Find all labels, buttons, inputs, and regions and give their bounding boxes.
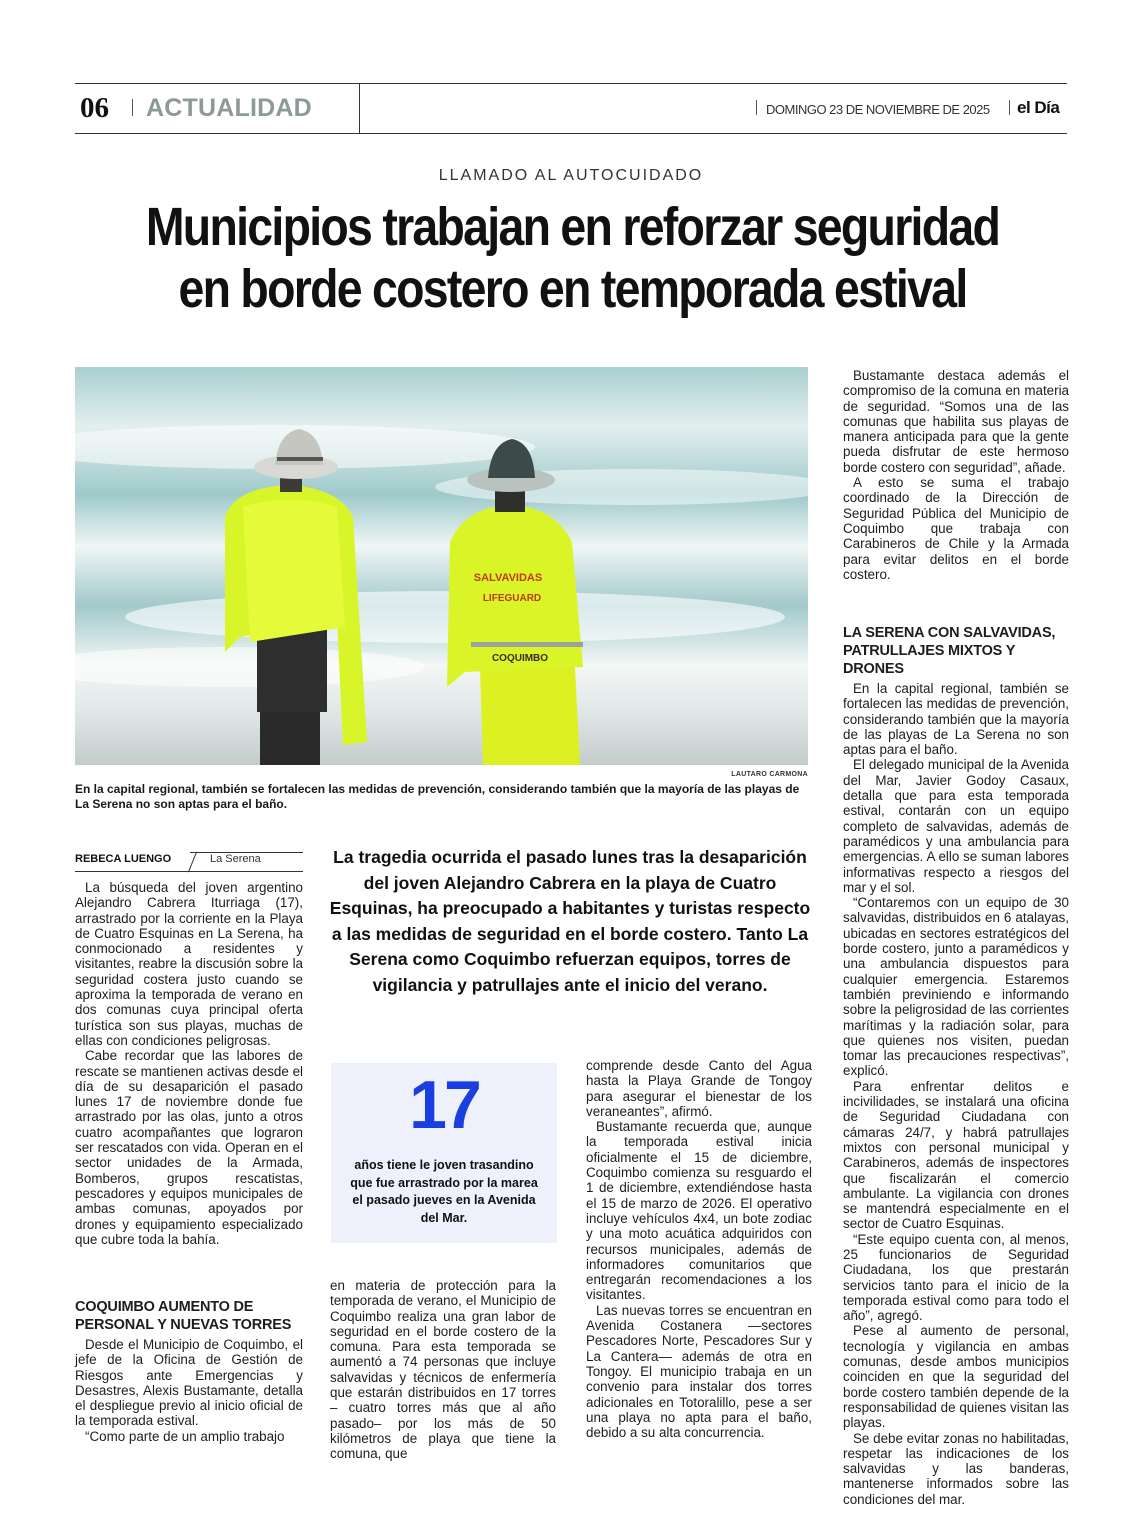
column-2 <box>330 1278 556 1462</box>
paragraph: A esto se suma el trabajo coordinado de la Dirección de Seguridad Pública del Municipio de Coquimbo que trabaja con Carabineros de Chile y la Armada para evitar delitos en el borde costero. <box>843 475 1069 582</box>
paragraph: Bustamante recuerda que, aunque la temporada estival inicia oficialmente el 15 de diciembre, Coquimbo comienza su resguardo el 1 de diciembre, extendiéndose hasta el 15 de marzo de 2026. El operativo incluye vehículos 4x4, un bote zodiac y una moto acuática adquiridos con recursos municipales, además de informadores comunitarios que entregarán recomendaciones a los visitantes. <box>586 1119 812 1303</box>
author-name: REBECA LUENGO <box>75 853 172 865</box>
column-1-bottom <box>75 1298 303 1444</box>
column-4-bottom <box>843 624 1069 1507</box>
byline-slash <box>188 852 197 873</box>
paragraph: Las nuevas torres se encuentran en Avenida Costanera —sectores Pescadores Norte, Pescadores Sur y La Cantera— además de otra en Tongoy. El municipio trabaja en un convenio para instalar dos torres adicionales en Totoralillo, pese a ser una playa no apta para el baño, debido a su alta concurrencia. <box>586 1302 812 1441</box>
subhead-coquimbo: COQUIMBO AUMENTO DE PERSONAL Y NUEVAS TORRES <box>75 1299 292 1333</box>
paragraph: “Como parte de un amplio trabajo <box>85 1428 285 1444</box>
headline-line-1: Municipios trabajan en reforzar seguridad <box>145 197 1000 257</box>
fact-description: años tiene le joven trasandino que fue arrastrado por la marea el pasado jueves en la Avenida del Mar. <box>350 1158 538 1225</box>
newspaper-logo: el Día <box>1017 98 1060 117</box>
paragraph: comprende desde Canto del Agua hasta la Playa Grande de Tongoy para asegurar el bienestar de los veraneantes”, afirmó. <box>586 1058 812 1119</box>
photo-credit: LAUTARO CARMONA <box>731 771 808 778</box>
headline-line-2: en borde costero en temporada estival <box>178 259 967 319</box>
paragraph: “Este equipo cuenta con, al menos, 25 funcionarios de Seguridad Ciudadana, los que prestarán servicios tanto para el inicio de la temporada estival como para todo el año”, agregó. <box>843 1231 1069 1324</box>
byline <box>75 853 303 872</box>
page-number: 06 <box>80 92 109 124</box>
byline-location: La Serena <box>210 853 261 865</box>
fact-box <box>331 1063 557 1243</box>
column-3 <box>586 1058 812 1440</box>
paragraph: Desde el Municipio de Coquimbo, el jefe de la Oficina de Gestión de Riesgos ante Emergencias y Desastres, Alexis Bustamante, detalla el despliegue previo al inicio oficial de la temporada estival. <box>75 1337 303 1429</box>
paragraph: En la capital regional, también se fortalecen las medidas de prevención, considerando también que la mayoría de las playas de La Serena no son aptas para el baño. <box>843 681 1069 758</box>
brand-separator <box>1009 100 1010 115</box>
header-divider <box>359 84 360 133</box>
subhead-la-serena: LA SERENA CON SALVAVIDAS, PATRULLAJES MIXTOS Y DRONES <box>843 625 1056 677</box>
article-headline <box>145 196 1001 320</box>
issue-date: DOMINGO 23 DE NOVIEMBRE DE 2025 <box>766 102 990 117</box>
fact-number: 17 <box>409 1067 479 1143</box>
header-bottom-rule <box>75 133 1067 134</box>
paragraph: La búsqueda del joven argentino Alejandro Cabrera Iturriaga (17), arrastrado por la corriente en la Playa de Cuatro Esquinas en La Serena, ha conmocionado a residentes y visitantes, reabre la discusión sobre la seguridad costera justo cuando se aproxima la temporada de verano en dos comunas cuya principal oferta turística son sus playas, muchas de ellas con condiciones peligrosas. <box>75 880 303 1048</box>
photo-caption: En la capital regional, también se fortalecen las medidas de prevención, considerando también que la mayoría de las playas de La Serena no son aptas para el baño. <box>75 782 800 811</box>
section-name: ACTUALIDAD <box>146 94 312 122</box>
paragraph: en materia de protección para la temporada de verano, el Municipio de Coquimbo realiza una gran labor de seguridad en el borde costero de la comuna. Para esta temporada se aumentó a 74 personas que incluye salvavidas y técnicos de enfermería que estarán distribuidos en 17 torres – cuatro torres más que al año pasado– por los más de 50 kilómetros de playa que tiene la comuna, que <box>330 1278 556 1462</box>
column-1-top <box>75 880 303 1247</box>
paragraph: El delegado municipal de la Avenida del Mar, Javier Godoy Casaux, detalla que para esta temporada estival, contarán con un equipo completo de salvavidas, además de paramédicos y una ambulancia para emergencias. A ello se suman labores informativas respecto a riesgos del mar y el sol. <box>843 757 1069 895</box>
header-top-rule <box>75 83 1067 84</box>
paragraph: Pese al aumento de personal, tecnología y vigilancia en ambas comunas, desde ambos municipios coinciden en que la seguridad del borde costero también depende de la responsabilidad de quienes visitan las playas. <box>843 1323 1069 1431</box>
jacket-text-coquimbo: COQUIMBO <box>491 653 549 664</box>
article-lead: La tragedia ocurrida el pasado lunes tras la desaparición del joven Alejandro Cabrera en la playa de Cuatro Esquinas, ha preocupado a habitantes y turistas respecto a las medidas de seguridad en el borde costero. Tanto La Serena como Coquimbo refuerzan equipos, torres de vigilancia y patrullajes ante el inicio del verano. <box>329 847 811 995</box>
jacket-text-salvavidas: SALVAVIDAS <box>473 572 543 584</box>
paragraph: Se debe evitar zonas no habilitadas, respetar las indicaciones de los salvavidas y las banderas, mantenerse informados sobre las condiciones del mar. <box>843 1430 1069 1507</box>
paragraph: Para enfrentar delitos e incivilidades, se instalará una oficina de Seguridad Ciudadana con cámaras 24/7, y habrá patrullajes mixtos con personal municipal y Carabineros, además de inspectores que fiscalizarán el comercio ambulante. La vigilancia con drones se mantendrá especialmente en el sector de Cuatro Esquinas. <box>843 1078 1069 1232</box>
section-separator <box>132 99 133 116</box>
article-kicker: LLAMADO AL AUTOCUIDADO <box>438 167 704 184</box>
date-separator <box>756 100 757 115</box>
column-4-top <box>843 368 1069 582</box>
paragraph: Bustamante destaca además el compromiso de la comuna en materia de seguridad. “Somos una de las comunas que habilita sus playas de manera anticipada para que la gente pueda disfrutar de este hermoso borde costero con seguridad”, añade. <box>843 368 1069 475</box>
paragraph: Cabe recordar que las labores de rescate se mantienen activas desde el día de su desaparición el pasado lunes 17 de noviembre donde fue arrastrado por las olas, junto a otros cuatro acompañantes que lograron ser rescatados con vida. Operan en el sector unidades de la Armada, Bomberos, grupos rescatistas, pescadores y equipos municipales de ambas comunas, apoyados por drones y equipamiento especializado que cubre toda la bahía. <box>75 1048 303 1247</box>
article-photo <box>75 367 808 765</box>
lifeguards-illustration <box>75 367 808 765</box>
jacket-text-lifeguard: LIFEGUARD <box>482 593 542 604</box>
paragraph: “Contaremos con un equipo de 30 salvavidas, distribuidos en 6 atalayas, ubicadas en sectores estratégicos del borde costero, junto a paramédicos y una ambulancia dispuestos para cualquier emergencia. Estaremos también previniendo e informando sobre la peligrosidad de las corrientes marítimas y la radiación solar, para que quienes nos visiten, puedan tomar las precauciones respectivas”, explicó. <box>843 895 1069 1079</box>
